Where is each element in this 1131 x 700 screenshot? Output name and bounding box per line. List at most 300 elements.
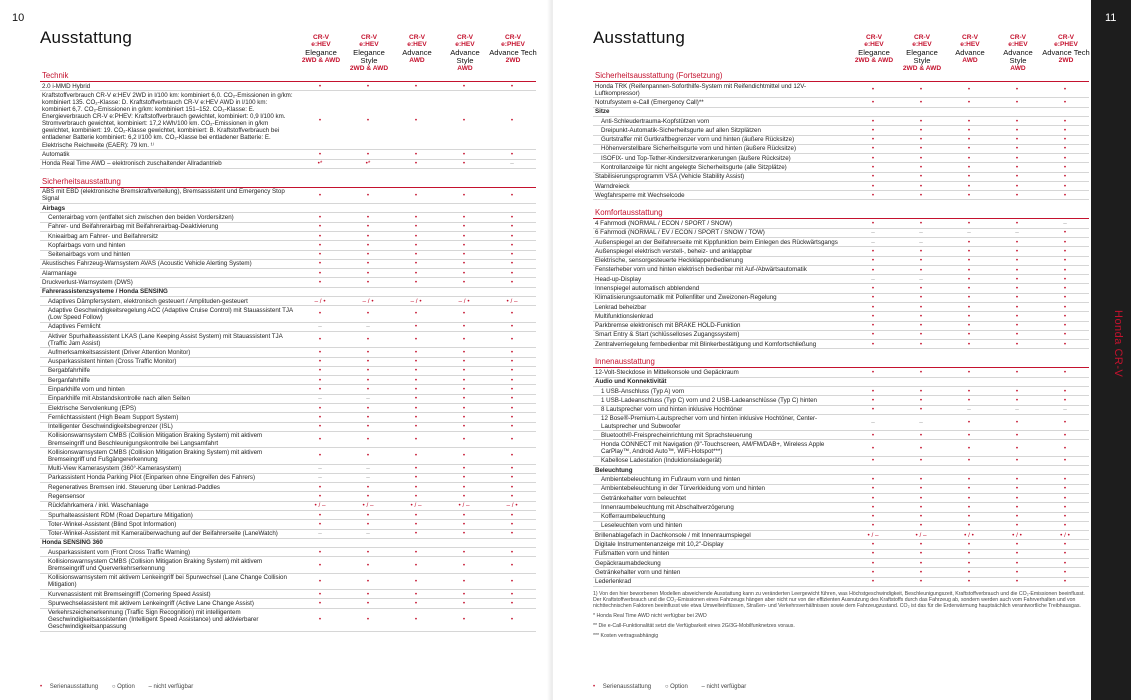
table-row — [40, 548, 536, 557]
row-value: – — [1063, 220, 1067, 228]
row-label: Honda SENSING 360 — [42, 539, 103, 547]
row-cells — [849, 322, 1089, 329]
row-label: Getränkehalter vorn beleuchtet — [601, 494, 686, 502]
row-label: Innenraumbeleuchtung mit Abschaltverzögerung — [601, 503, 734, 511]
row-value: • — [967, 303, 971, 311]
table-row — [593, 494, 1089, 503]
row-value: • — [462, 376, 466, 384]
column-line1: e:HEV — [359, 41, 379, 49]
row-value: • — [414, 323, 418, 331]
row-label: Intelligenter Geschwindigkeitsbegrenzer (ISL) — [48, 423, 173, 431]
row-value: • — [919, 173, 923, 181]
page-number: 11 — [1105, 12, 1117, 24]
row-value: • — [1015, 99, 1019, 107]
row-value: • — [510, 404, 514, 412]
table-row — [593, 513, 1089, 522]
row-cells — [296, 336, 536, 343]
table-row — [40, 465, 536, 474]
row-value: • — [1015, 396, 1019, 404]
row-value: • — [1063, 145, 1067, 153]
row-value: • — [1015, 191, 1019, 199]
table-row — [593, 431, 1089, 440]
table-row — [40, 492, 536, 501]
row-value: • — [967, 266, 971, 274]
row-value: • — [871, 396, 875, 404]
row-value: – — [967, 406, 971, 414]
row-value: – / • — [314, 297, 326, 305]
row-value: • — [871, 331, 875, 339]
row-cells — [296, 502, 536, 509]
row-value: • — [510, 358, 514, 366]
table-row — [40, 530, 536, 539]
row-value: • — [1015, 294, 1019, 302]
column-line1: e:PHEV — [1054, 41, 1078, 49]
row-cells — [849, 173, 1089, 180]
row-label: Lederlenkrad — [595, 578, 632, 586]
row-label: Regensensor — [48, 493, 85, 500]
row-value: • — [967, 485, 971, 493]
row-cells — [296, 423, 536, 430]
row-cells — [296, 578, 536, 585]
column-model: CR-V — [504, 34, 522, 41]
row-value: • — [1063, 503, 1067, 511]
table-row — [593, 466, 1089, 475]
row-value: • — [919, 99, 923, 107]
row-label: Parkassistent Honda Parking Pilot (Einparken ohne Eingreifen des Fahrers) — [48, 474, 256, 482]
side-label: Honda CR-V — [1112, 310, 1124, 378]
row-value: • — [366, 386, 370, 394]
row-value: • — [871, 182, 875, 190]
row-value: • — [414, 548, 418, 556]
table-row — [593, 82, 1089, 98]
row-cells — [849, 513, 1089, 520]
row-cells — [849, 541, 1089, 548]
table-row — [40, 269, 536, 278]
row-value: • — [1015, 86, 1019, 94]
row-value: • — [871, 136, 875, 144]
row-value: • — [967, 99, 971, 107]
row-cells — [849, 118, 1089, 125]
row-value: – / • — [458, 297, 470, 305]
row-value: • — [967, 220, 971, 228]
row-value: • — [510, 241, 514, 249]
row-value: • — [462, 577, 466, 585]
row-cells — [849, 578, 1089, 585]
row-cells — [849, 406, 1089, 413]
row-cells — [849, 341, 1089, 348]
row-label: Honda Real Time AWD – elektronisch zuschaltender Allradantrieb — [42, 160, 222, 168]
table-row — [593, 229, 1089, 238]
row-value: • — [871, 513, 875, 521]
table-row — [593, 475, 1089, 484]
row-label: Spurhalteassistent RDM (Road Departure Mitigation) — [48, 511, 193, 519]
row-value: • — [871, 503, 875, 511]
row-value: • / – — [314, 502, 326, 510]
row-value: – — [366, 323, 370, 331]
row-value: • — [1015, 541, 1019, 549]
row-value: • — [510, 395, 514, 403]
row-value: • — [1063, 396, 1067, 404]
footnote: * Honda Real Time AWD nicht verfügbar bei 2WD — [593, 613, 707, 620]
row-value: • — [1015, 387, 1019, 395]
row-value: • — [1015, 275, 1019, 283]
row-value: • — [318, 376, 322, 384]
table-row — [40, 483, 536, 492]
table-row — [40, 502, 536, 511]
column-line1: e:HEV — [455, 41, 475, 49]
row-value: • — [318, 404, 322, 412]
table-row — [593, 275, 1089, 284]
row-value: • — [919, 303, 923, 311]
row-cells — [849, 86, 1089, 93]
row-label: Kopfairbags vorn und hinten — [48, 241, 126, 249]
row-value: • — [510, 413, 514, 421]
row-value: • — [366, 520, 370, 528]
table-row — [593, 378, 1089, 387]
row-value: • — [1063, 99, 1067, 107]
row-value: • — [919, 568, 923, 576]
row-value: • — [1063, 257, 1067, 265]
row-value: • — [871, 457, 875, 465]
row-value: • — [462, 520, 466, 528]
table-row — [593, 294, 1089, 303]
table-row — [40, 323, 536, 332]
row-value: • — [1015, 457, 1019, 465]
legend-option: Option — [117, 684, 135, 690]
row-cells — [296, 242, 536, 249]
column-model: CR-V — [312, 34, 330, 41]
row-value: • — [1015, 522, 1019, 530]
table-row — [593, 503, 1089, 512]
row-cells — [849, 220, 1089, 227]
row-label: Regeneratives Bremsen inkl. Steuerung über Lenkrad-Paddles — [48, 483, 220, 491]
table-row — [593, 108, 1089, 117]
row-value: • — [871, 266, 875, 274]
row-value: – — [366, 395, 370, 403]
row-value: • — [462, 279, 466, 287]
column-model: CR-V — [961, 34, 979, 41]
row-value: • — [510, 530, 514, 538]
row-label: ABS mit EBD (elektronische Bremskraftverteilung), Bremsassistent und Emergency Stop Signal — [42, 188, 285, 203]
row-value: • — [919, 294, 923, 302]
legend-option: Option — [670, 684, 688, 690]
row-cells — [296, 591, 536, 598]
row-cells — [296, 223, 536, 230]
row-value: • — [967, 444, 971, 452]
row-value: • — [871, 568, 875, 576]
row-value: • — [919, 163, 923, 171]
row-value: • — [1015, 173, 1019, 181]
row-value: • — [919, 387, 923, 395]
row-label: Warndreieck — [595, 182, 630, 190]
row-value: •* — [365, 160, 371, 168]
table-row — [593, 485, 1089, 494]
row-cells — [296, 279, 536, 286]
table-row — [40, 358, 536, 367]
row-value: • — [318, 150, 322, 158]
row-value: • — [318, 251, 322, 259]
table-row — [40, 297, 536, 306]
row-value: • — [462, 452, 466, 460]
standard-dot-icon: • — [40, 684, 43, 690]
row-label: Dreipunkt-Automatik-Sicherheitsgurte auf allen Sitzplätzen — [601, 126, 761, 134]
row-label: Außenspiegel an der Beifahrerseite mit Kippfunktion beim Einlegen des Rückwärtsgangs — [595, 238, 838, 246]
row-value: • — [366, 590, 370, 598]
table-row — [593, 322, 1089, 331]
row-value: • — [366, 404, 370, 412]
row-value: • — [1015, 340, 1019, 348]
row-value: • — [414, 436, 418, 443]
row-value: • — [366, 260, 370, 268]
table-row — [593, 522, 1089, 531]
row-value: • — [1015, 431, 1019, 439]
row-label: Ausparkassistent vorn (Front Cross Traffic Warning) — [48, 548, 191, 556]
row-cells — [849, 550, 1089, 557]
footnote: 1) Von den hier beworbenen Modellen abweichende Ausstattung kann zu veränderten Leergewicht führen, was Höchstgeschwindigkeit, Beschleunigungszeit, Kraftstoffverbrauch und die CO₂-Emissionen beeinflusst. Der Kraftstoffverbrauch und die CO₂-Emissionen eines Fahrzeugs hängen aber nicht nur von der effizienten Ausnutzung des Kraftstoffs durch das Fahrzeug ab, sondern werden auch vom Fahrverhalten und von nichttechnischen Faktoren beeinflusst wie etwa Umwelteinflüssen, Straßen- und Verkehrsverhältnissen sowie dem Fahrzeugzustand. CO₂ ist das für die Erderwärmung hauptsächlich verantwortliche Treibhausgas. — [593, 590, 1085, 609]
row-value: • — [871, 406, 875, 414]
row-cells — [849, 229, 1089, 236]
row-value: • — [871, 578, 875, 586]
table-row — [40, 520, 536, 529]
row-value: • — [318, 520, 322, 528]
column-header — [850, 34, 898, 72]
footnote: *** Kosten vertragsabhängig — [593, 633, 659, 640]
row-value: • — [318, 367, 322, 375]
row-label: Rückfahrkamera / inkl. Waschanlage — [48, 502, 149, 510]
row-value: • — [919, 406, 923, 414]
row-value: • — [919, 257, 923, 265]
row-label: 1 USB-Ladeanschluss (Typ C) vorn und 2 USB-Ladeanschlüsse (Typ C) hinten — [601, 396, 817, 404]
row-label: Toter-Winkel-Assistent (Blind Spot Information) — [48, 520, 177, 528]
table-row — [40, 376, 536, 385]
row-cells — [296, 386, 536, 393]
table-row — [40, 260, 536, 269]
row-value: • — [1063, 191, 1067, 199]
row-value: • — [510, 600, 514, 608]
row-cells — [296, 251, 536, 258]
row-value: • — [919, 136, 923, 144]
row-cells — [296, 616, 536, 623]
row-value: • — [919, 154, 923, 162]
column-variant: Advance — [955, 47, 985, 57]
row-value: • — [510, 232, 514, 240]
row-cells — [849, 285, 1089, 292]
row-value: • — [1063, 86, 1067, 94]
row-label: Spurwechselassistent mit aktivem Lenkeingriff (Active Lane Change Assist) — [48, 600, 254, 607]
row-value: • — [919, 396, 923, 404]
row-value: • — [1015, 303, 1019, 311]
table-row — [593, 145, 1089, 154]
row-label: Einparkhilfe vorn und hinten — [48, 386, 125, 393]
row-value: • — [414, 348, 418, 356]
row-value: • — [366, 436, 370, 443]
table-row — [593, 173, 1089, 182]
row-value: • — [967, 578, 971, 586]
column-headers — [850, 34, 1090, 72]
table-row — [593, 284, 1089, 293]
column-header — [441, 34, 489, 72]
row-value: • — [919, 285, 923, 293]
row-cells — [296, 474, 536, 481]
row-value: • — [462, 600, 466, 608]
row-value: • — [318, 600, 322, 608]
table-row — [593, 182, 1089, 191]
table-row — [40, 232, 536, 241]
table-row — [593, 219, 1089, 228]
row-value: • — [462, 269, 466, 277]
row-value: • — [414, 465, 418, 473]
row-value: • — [1015, 238, 1019, 246]
row-value: • — [967, 126, 971, 134]
row-value: • — [1063, 238, 1067, 246]
row-cells — [849, 304, 1089, 311]
row-value: • — [919, 541, 923, 549]
table-row — [40, 474, 536, 483]
row-value: – / • — [362, 297, 374, 305]
row-value: • — [967, 541, 971, 549]
row-value: • — [919, 340, 923, 348]
row-label: Außenspiegel elektrisch verstell-, beheiz- und anklappbar — [595, 247, 753, 255]
row-value: • — [1015, 559, 1019, 567]
row-value: • — [510, 511, 514, 519]
row-value: • — [1063, 117, 1067, 125]
row-value: • — [1063, 431, 1067, 439]
row-value: • — [462, 511, 466, 519]
row-value: • — [1063, 136, 1067, 144]
equipment-table — [40, 70, 536, 632]
row-value: • — [1063, 173, 1067, 181]
row-value: • — [871, 294, 875, 302]
table-row — [40, 241, 536, 250]
section-title: Innenausstattung — [593, 351, 1089, 368]
table-row — [40, 557, 536, 573]
row-value: • — [1015, 163, 1019, 171]
row-value: • — [919, 331, 923, 339]
row-value: – — [366, 474, 370, 482]
row-cells — [296, 530, 536, 537]
row-value: • — [318, 223, 322, 231]
column-variant: Advance Tech — [489, 47, 537, 57]
row-label: Fernlichtassistent (High Beam Support System) — [48, 413, 179, 421]
row-value: • — [1015, 257, 1019, 265]
table-row — [593, 568, 1089, 577]
row-value: – — [1015, 406, 1019, 414]
row-value: • — [967, 513, 971, 521]
row-cells — [849, 504, 1089, 511]
row-value: • — [1063, 266, 1067, 274]
row-value: • — [967, 312, 971, 320]
row-value: • — [462, 561, 466, 569]
left-page — [0, 0, 552, 700]
row-value: • — [510, 376, 514, 384]
row-label: 12 Bose®-Premium-Lautsprecher vorn und hinten inklusive Hochtöner, Center-Lautsprecher und Subwoofer — [601, 415, 818, 430]
row-value: • — [919, 266, 923, 274]
table-row — [40, 348, 536, 357]
row-cells — [849, 388, 1089, 395]
table-row — [40, 599, 536, 608]
row-cells — [849, 560, 1089, 567]
row-cells — [296, 83, 536, 90]
row-value: • — [919, 522, 923, 530]
row-value: • — [1063, 229, 1067, 237]
row-value: • — [510, 336, 514, 344]
row-cells — [296, 452, 536, 459]
row-value: • — [462, 395, 466, 403]
row-cells — [849, 369, 1089, 376]
row-value: • — [1063, 457, 1067, 465]
section-title: Sicherheitsausstattung (Fortsetzung) — [593, 70, 1089, 82]
row-value: • — [1063, 340, 1067, 348]
table-row — [40, 288, 536, 297]
column-header — [297, 34, 345, 72]
column-line1: e:HEV — [407, 41, 427, 49]
row-value: • — [1015, 322, 1019, 330]
column-drive: 2WD & AWD — [301, 56, 341, 64]
row-value: • — [414, 413, 418, 421]
row-value: • — [414, 82, 418, 90]
row-value: – — [318, 323, 322, 331]
column-variant: Advance Style — [1003, 47, 1033, 65]
row-cells — [296, 117, 536, 124]
column-header — [393, 34, 441, 72]
row-value: • — [366, 150, 370, 158]
row-value: • — [510, 386, 514, 394]
column-variant: Advance Tech — [1042, 47, 1090, 57]
table-row — [40, 306, 536, 322]
row-value: • — [366, 191, 370, 199]
table-row — [593, 440, 1089, 456]
row-value: • — [462, 616, 466, 624]
column-drive: 2WD & AWD — [902, 64, 942, 72]
row-value: – — [919, 238, 923, 246]
row-value: • — [510, 493, 514, 501]
row-label: Kurvenassistent mit Bremseingriff (Cornering Speed Assist) — [48, 590, 211, 598]
row-value: • — [871, 340, 875, 348]
row-cells — [849, 183, 1089, 190]
column-line1: e:HEV — [912, 41, 932, 49]
legend-standard: Serienausstattung — [602, 684, 652, 690]
row-value: • — [462, 116, 466, 124]
row-value: • — [510, 577, 514, 585]
row-cells — [849, 294, 1089, 301]
side-bar — [1091, 0, 1131, 700]
table-row — [593, 126, 1089, 135]
row-value: • — [871, 99, 875, 107]
column-model: CR-V — [1057, 34, 1075, 41]
row-cells — [296, 260, 536, 267]
row-label: Anti-Schleudertrauma-Kopfstützen vorn — [601, 117, 710, 125]
row-label: 2.0 i-MMD Hybrid — [42, 82, 91, 90]
row-value: – — [1015, 229, 1019, 237]
table-row — [593, 578, 1089, 587]
column-model: CR-V — [865, 34, 883, 41]
row-value: • — [366, 483, 370, 491]
row-label: Lenkrad beheizbar — [595, 303, 647, 311]
row-label: Sitze — [595, 108, 610, 116]
row-value: • — [1063, 444, 1067, 452]
row-value: • — [510, 214, 514, 222]
row-value: • — [919, 485, 923, 493]
table-row — [593, 559, 1089, 568]
row-value: • — [510, 310, 514, 318]
row-value: • — [1063, 387, 1067, 395]
row-label: Druckverlust-Warnsystem (DWS) — [42, 279, 133, 286]
row-label: Gepäckraumabdeckung — [595, 559, 661, 567]
row-value: • — [462, 465, 466, 473]
row-value: • — [414, 241, 418, 249]
row-value: • — [414, 279, 418, 287]
table-row — [593, 136, 1089, 145]
